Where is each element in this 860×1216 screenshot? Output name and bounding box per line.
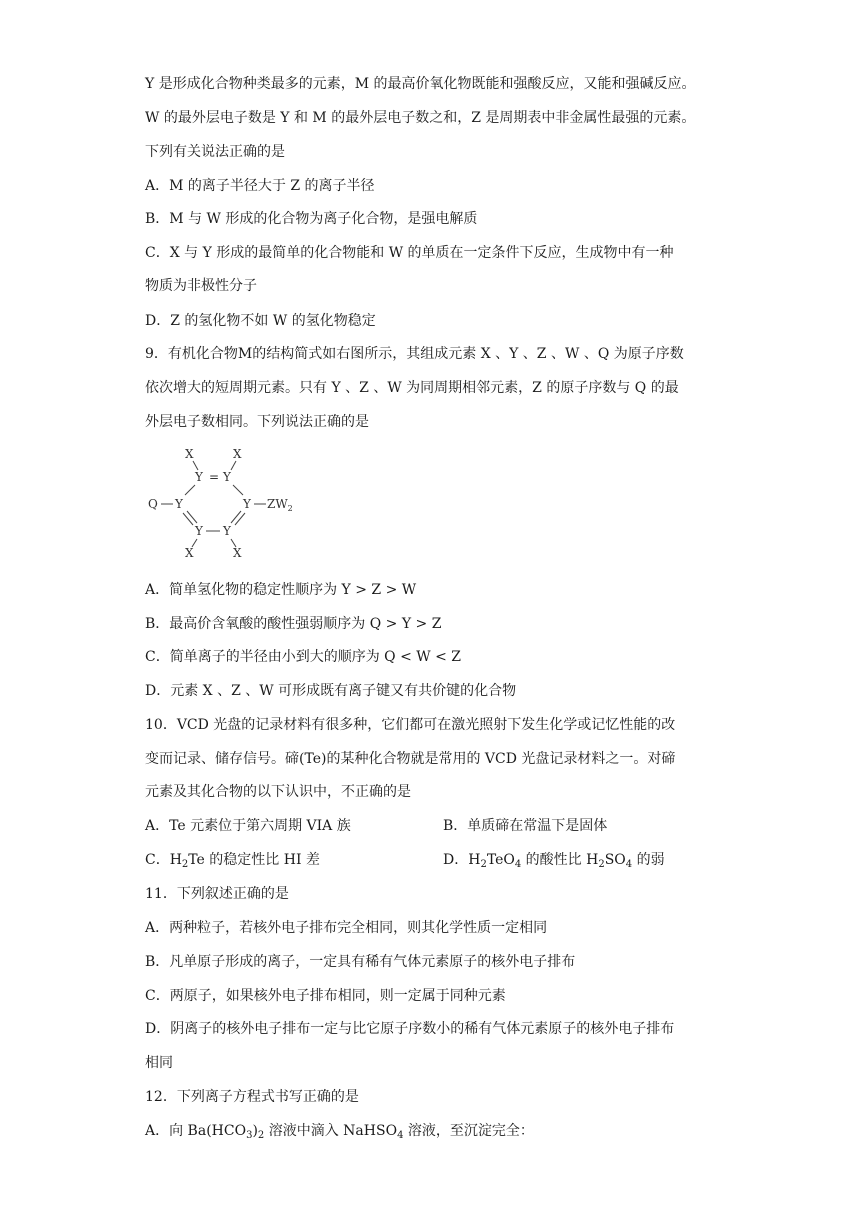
intro-line-1: Y 是形成化合物种类最多的元素，M 的最高价氧化物既能和强酸反应，又能和强碱反应。 [145, 76, 696, 92]
atom-x-bottom-right: X [233, 546, 242, 560]
q9-stem-line3: 外层电子数相同。下列说法正确的是 [145, 414, 369, 430]
q10-option-c: C．$H_2Te$ 的稳定性比 HI 差 [145, 852, 320, 870]
q10-stem-line2: 变而记录、储存信号。碲(Te)的某种化合物就是常用的 VCD 光盘记录材料之一。对碲 [145, 751, 676, 767]
q10-stem-line1: 10．VCD 光盘的记录材料有很多种，它们都可在激光照射下发生化学或记忆性能的改 [145, 717, 676, 733]
bond-top-right-down [233, 485, 243, 495]
q12-option-a: A．向 $Ba(HCO_3)_2$ 溶液中滴入 NaHSO$_4$ 溶液，至沉淀完全： [145, 1123, 534, 1141]
q11-option-d-line2: 相同 [145, 1055, 173, 1071]
q9-option-b: B．最高价含氧酸的酸性强弱顺序为 Q > Y > Z [145, 616, 442, 632]
bond-double-top: = [209, 470, 220, 484]
atom-q: Q [148, 497, 158, 511]
atom-y-top-right: Y [223, 470, 231, 484]
q8-option-c-line1: C．X 与 Y 形成的最简单的化合物能和 W 的单质在一定条件下反应，生成物中有一种 [145, 245, 674, 261]
atom-x-top-right: X [233, 447, 242, 461]
q9-option-d: D．元素 X 、Z 、W 可形成既有离子键又有共价键的化合物 [145, 683, 517, 699]
atom-y-top-left: Y [195, 470, 203, 484]
q9-option-a: A．简单氢化物的稳定性顺序为 Y > Z > W [145, 582, 417, 598]
bond-left-double-2 [187, 511, 197, 523]
q9-stem-line1: 9．有机化合物M的结构简式如右图所示，其组成元素 X 、Y 、Z 、W 、Q 为原子序数 [145, 346, 684, 362]
q12-stem: 12．下列离子方程式书写正确的是 [145, 1089, 359, 1105]
bond-right-double [231, 511, 241, 523]
q8-option-b: B．M 与 W 形成的化合物为离子化合物，是强电解质 [145, 211, 478, 227]
group-zw2: $ZW_2$ [267, 497, 293, 513]
bond-x-tl [193, 461, 198, 470]
atom-y-bottom-right: Y [223, 524, 231, 538]
q11-option-c: C．两原子，如果核外电子排布相同，则一定属于同种元素 [145, 988, 506, 1004]
q10-option-a: A．Te 元素位于第六周期 VIA 族 [145, 818, 351, 834]
q8-option-a: A．M 的离子半径大于 Z 的离子半径 [145, 178, 375, 194]
q11-option-d-line1: D．阴离子的核外电子排布一定与比它原子序数小的稀有气体元素原子的核外电子排布 [145, 1021, 675, 1037]
q9-option-c: C．简单离子的半径由小到大的顺序为 Q < W < Z [145, 649, 462, 665]
bond-right-down [235, 513, 245, 525]
atom-y-mid-left: Y [175, 497, 183, 511]
intro-line-2: W 的最外层电子数是 Y 和 M 的最外层电子数之和，Z 是周期表中非金属性最强的元素。 [145, 110, 696, 126]
q8-option-d: D．Z 的氢化物不如 W 的氢化物稳定 [145, 313, 376, 329]
atom-x-bottom-left: X [185, 546, 194, 560]
intro-line-3: 下列有关说法正确的是 [145, 144, 285, 160]
bond-left-double-1 [183, 513, 193, 525]
q9-stem-line2: 依次增大的短周期元素。只有 Y 、Z 、W 为同周期相邻元素，Z 的原子序数与 Q 的最 [145, 380, 679, 396]
bond-top-left-down [185, 485, 195, 495]
q8-option-c-line2: 物质为非极性分子 [145, 278, 257, 294]
q10-stem-line3: 元素及其化合物的以下认识中，不正确的是 [145, 784, 411, 800]
q11-option-b: B．凡单原子形成的离子，一定具有稀有气体元素原子的核外电子排布 [145, 954, 576, 970]
molecule-structure-diagram [145, 443, 310, 563]
q11-option-a: A．两种粒子，若核外电子排布完全相同，则其化学性质一定相同 [145, 920, 548, 936]
atom-x-top-left: X [185, 447, 194, 461]
atom-y-mid-right: Y [243, 497, 251, 511]
atom-y-bottom-left: Y [195, 524, 203, 538]
bond-x-tr [231, 461, 236, 470]
q10-option-d: D．$H_2TeO_4$ 的酸性比 $H_2SO_4$ 的弱 [443, 852, 665, 870]
q10-option-b: B．单质碲在常温下是固体 [443, 818, 608, 834]
q11-stem: 11．下列叙述正确的是 [145, 886, 289, 902]
